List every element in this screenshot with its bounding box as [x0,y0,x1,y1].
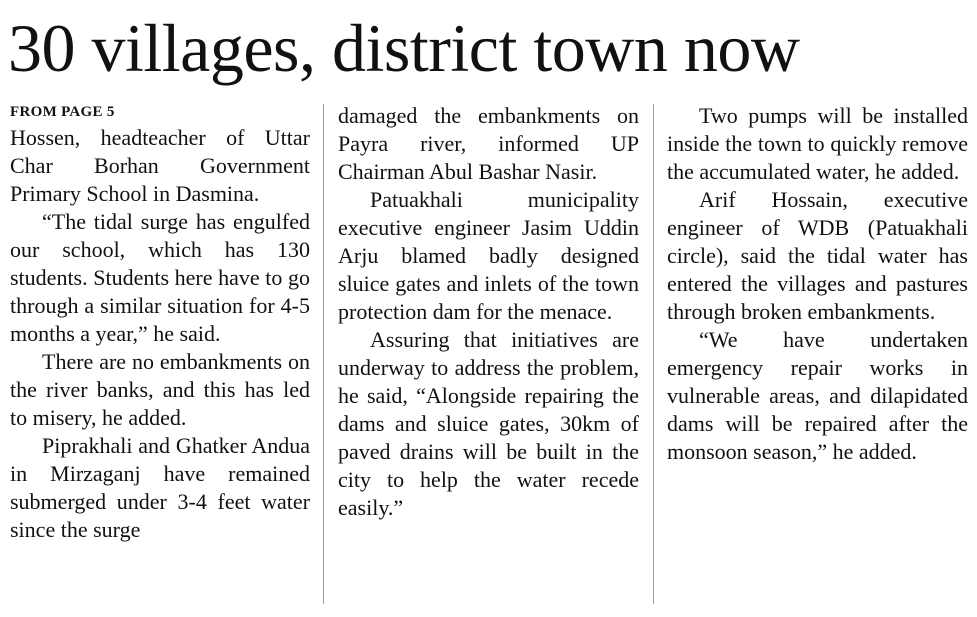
paragraph: Two pumps will be installed inside the town to quickly remove the accumulated water, he added. [667,103,968,184]
paragraph: “The tidal surge has engulfed our school, which has 130 students. Students here have to go through a similar situation for 4-5 months a year,” he said. [10,209,310,346]
column-divider [653,104,654,604]
paragraph: Arif Hossain, executive engineer of WDB (Patuakhali circle), said the tidal water has entered the villages and pastures through broken embankments. [667,187,968,324]
paragraph: There are no embankments on the river banks, and this has led to misery, he added. [10,349,310,430]
column-divider [323,104,324,604]
headline: 30 villages, district town now [8,10,800,86]
continuation-kicker: FROM PAGE 5 [10,104,115,120]
article-column-2 [338,102,639,617]
paragraph: Assuring that initiatives are underway to address the problem, he said, “Alongside repairing the dams and sluice gates, 30km of paved drains will be built in the city to help the water recede easily.” [338,327,639,520]
paragraph: Hossen, headteacher of Uttar Char Borhan Government Primary School in Dasmina. [10,125,310,206]
paragraph: Piprakhali and Ghatker Andua in Mirzaganj have remained submerged under 3-4 feet water since the surge [10,433,310,542]
paragraph: damaged the embankments on Payra river, informed UP Chairman Abul Bashar Nasir. [338,103,639,184]
article-column-3 [667,102,968,617]
paragraph: “We have undertaken emergency repair works in vulnerable areas, and dilapidated dams will be repaired after the monsoon season,” he added. [667,327,968,464]
article-column-1 [10,102,310,617]
paragraph: Patuakhali municipality executive engineer Jasim Uddin Arju blamed badly designed sluice gates and inlets of the town protection dam for the menace. [338,187,639,324]
